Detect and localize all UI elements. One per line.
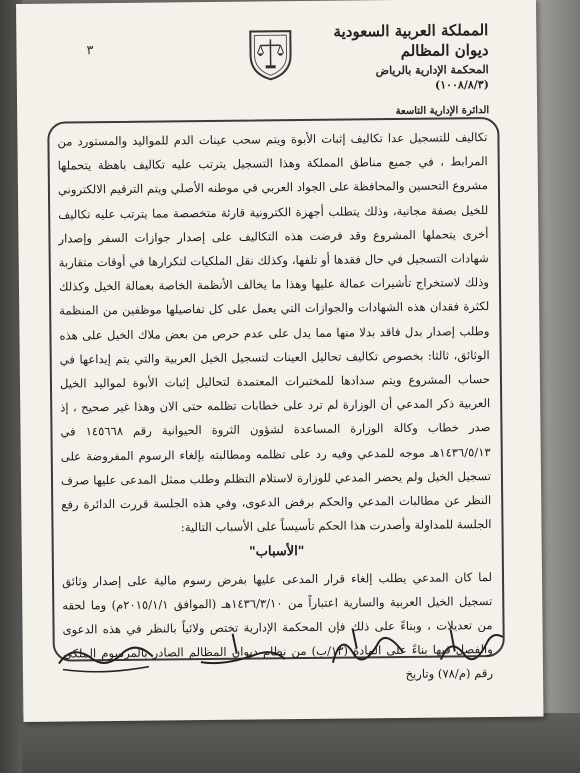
signature-4: [430, 621, 511, 674]
reference-number: (١٠٠٨/٨/٣): [434, 78, 489, 92]
judgment-body: [57, 125, 493, 690]
kingdom-name: المملكة العربية السعودية: [333, 21, 489, 41]
diwan-name: ديوان المظالم: [400, 41, 489, 60]
paragraph-reasons: لما كان المدعي يطلب إلغاء قرار المدعى عليها بفرض رسوم مالية على إصدار وثائق تسجيل الخيل العربية والسارية اعتباراً من ١٤٣٦/٣/١٠هـ (الموافق ٢٠١٥/١/١م) وما لحقه من تعديلات ، وبناءً على ذلك فإن المحكمة الإدارية تختص ولائياً بالنظر في هذه الدعوى والفصل فيها بناءً على المادة (١٣/ب) من نظام ديوان المظالم الصادر بالمرسوم الملكي رقم (م/٧٨) وتاريخ: [61, 569, 494, 682]
court-name: المحكمة الإدارية بالرياض: [375, 63, 489, 78]
court-emblem-icon: [246, 25, 295, 81]
letterhead: [333, 21, 489, 93]
document-page: [16, 0, 543, 722]
signature-3: [322, 622, 413, 675]
signature-1: [53, 632, 163, 677]
page-number: ٣: [86, 43, 94, 59]
emblem-caption: [234, 9, 306, 10]
paragraph-facts: تكاليف للتسجيل عدا تكاليف إثبات الأبوة ويتم سحب عينات الدم للمواليد والمستورد من المرابط ، في جميع مناطق المملكة وهذا التسجيل يترتب عليه تكاليف باهظة يتحملها مشروع التحسين والمحافظة على الجواد العربي في موطنه الأصلي ويتم الترقيم الالكتروني للخيل بصفة مجانية، وذلك يتطلب أجهزة الكترونية قارئة متخصصة مما يترتب عليه تكاليف أخرى يتحملها المشروع وقد فرضت هذه التكاليف على إصدار جوازات السفر وإصدار شهادات التسجيل في حال فقدها أو تلفها، وكذلك نقل الملكيات لتكرارها في أوقات متقاربة وذلك لاستخراج تأشيرات عمالة عليها وهذا ما يخالف الأنظمة الخاصة بعمالة الخيل وكذلك لكثرة فقدان هذه الشهادات والجوازات التي يعمل على كل تفاصيلها موظفين من المنظمة وطلب إصدار بدل فاقد بدلا منها مما يدل على عدم حرص من بعض ملاك الخيل على هذه الوثائق، ثالثا: بخصوص تكاليف تحاليل العينات لتسجيل الخيل العربية والتي يتم إيداعها في حساب المشروع ويتم سدادها للمختبرات المعتمدة لتحاليل إثبات الأبوة لمواليد الخيل العربية ذكر المدعي أن الوزارة لم ترد على خطابات تظلمه حتى الان وهذا غير صحيح ، إذ صدر خطاب وكالة الوزارة المساعدة لشؤون الثروة الحيوانية رقم ١٤٥٦٦٨ في ١٤٣٦/٥/١٣هـ موجه للمدعي وفيه رد على تظلمه ومطالبته بإلغاء الرسوم المفروضة على تسجيل الخيل ولم يحضر المدعي للوزارة لاستلام التظلم وطلب ممثل المدعى عليها صرف النظر عن مطالبات المدعي والحكم برفض الدعوى، وفي هذه الجلسة قررت الدائرة رفع الجلسة للمداولة وأصدرت هذا الحكم تأسيساً على الأسباب التالية:: [57, 130, 492, 535]
signature-2: [193, 625, 294, 676]
background-bottom: [0, 713, 580, 773]
reasons-heading: "الأسباب": [248, 544, 305, 561]
circuit-name: الدائرة الإدارية التاسعة: [395, 105, 490, 118]
